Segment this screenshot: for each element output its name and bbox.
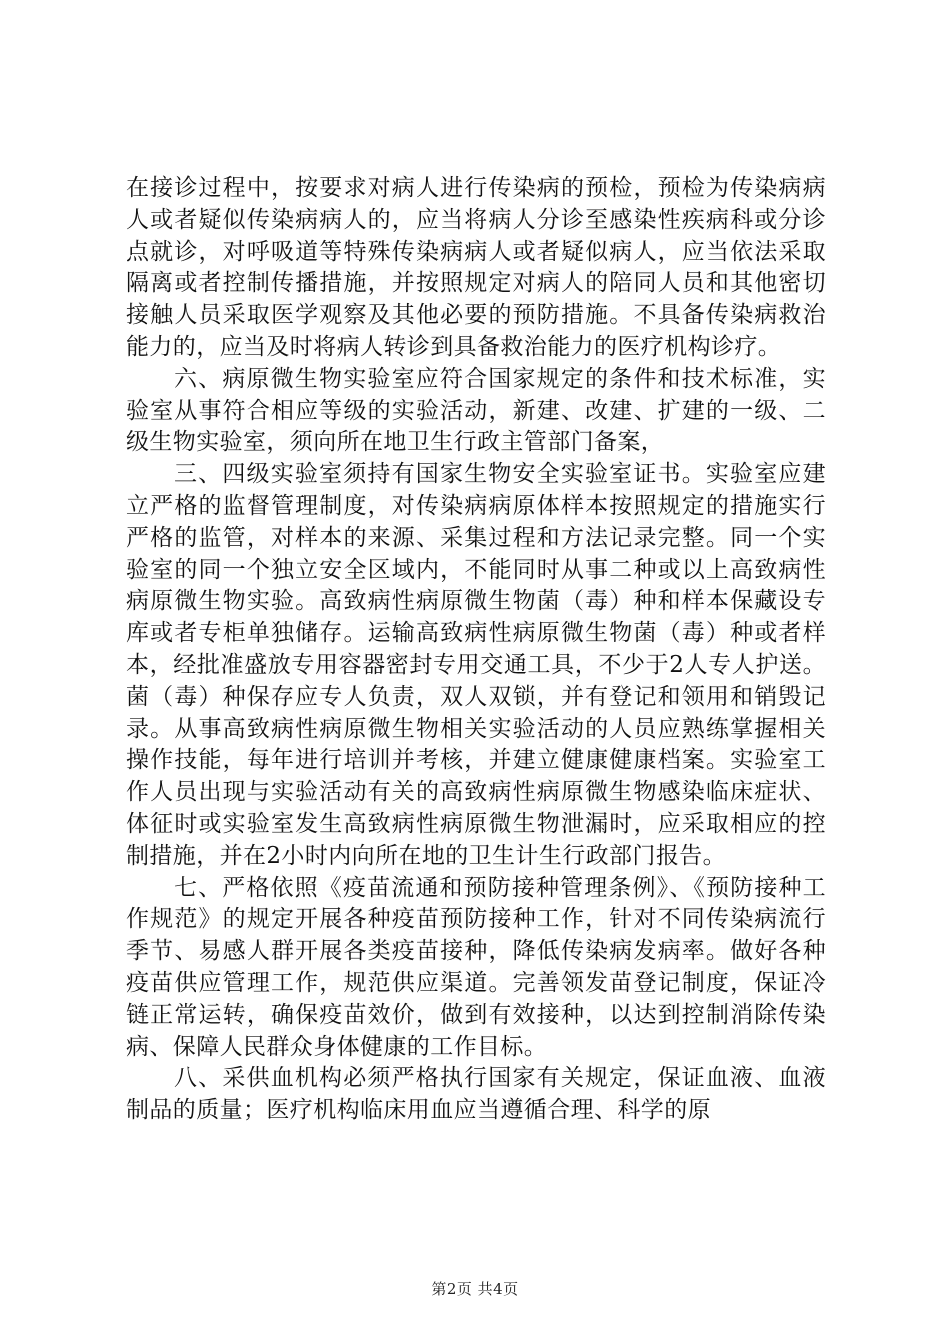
document-body (126, 173, 826, 1127)
paragraph-continuation: 在接诊过程中，按要求对病人进行传染病的预检，预检为传染病病人或者疑似传染病病人的，应当将病人分诊至感染性疾病科或分诊点就诊，对呼吸道等特殊传染病病人或者疑似病人，应当依法采取隔离或者控制传播措施，并按照规定对病人的陪同人员和其他密切接触人员采取医学观察及其他必要的预防措施。不具备传染病救治能力的，应当及时将病人转诊到具备救治能力的医疗机构诊疗。 (126, 175, 826, 360)
page-footer: 第2页 共4页 (431, 1280, 519, 1298)
paragraph-lab-requirements: 三、四级实验室须持有国家生物安全实验室证书。实验室应建立严格的监督管理制度，对传染病病原体样本按照规定的措施实行严格的监管，对样本的来源、采集过程和方法记录完整。同一个实验室的同一个独立安全区域内，不能同时从事二种或以上高致病性病原微生物实验。高致病性病原微生物菌（毒）种和样本保藏设专库或者专柜单独储存。运输高致病性病原微生物菌（毒）种或者样本，经批准盛放专用容器密封专用交通工具，不少于2人专人护送。菌（毒）种保存应专人负责，双人双锁，并有登记和领用和销毁记录。从事高致病性病原微生物相关实验活动的人员应熟练掌握相关操作技能，每年进行培训并考核，并建立健康健康档案。实验室工作人员出现与实验活动有关的高致病性病原微生物感染临床症状、体征时或实验室发生高致病性病原微生物泄漏时，应采取相应的控制措施，并在2小时内向所在地的卫生计生行政部门报告。 (126, 461, 826, 869)
paragraph-section-seven: 七、严格依照《疫苗流通和预防接种管理条例》、《预防接种工作规范》的规定开展各种疫苗预防接种工作，针对不同传染病流行季节、易感人群开展各类疫苗接种，降低传染病发病率。做好各种疫苗供应管理工作，规范供应渠道。完善领发苗登记制度，保证冷链正常运转，确保疫苗效价，做到有效接种，以达到控制消除传染病、保障人民群众身体健康的工作目标。 (126, 874, 826, 1060)
paragraph-section-eight: 八、采供血机构必须严格执行国家有关规定，保证血液、血液制品的质量；医疗机构临床用血应当遵循合理、科学的原 (126, 1065, 826, 1124)
paragraph-section-six: 六、病原微生物实验室应符合国家规定的条件和技术标准，实验室从事符合相应等级的实验活动，新建、改建、扩建的一级、二级生物实验室，须向所在地卫生行政主管部门备案， (126, 365, 826, 456)
